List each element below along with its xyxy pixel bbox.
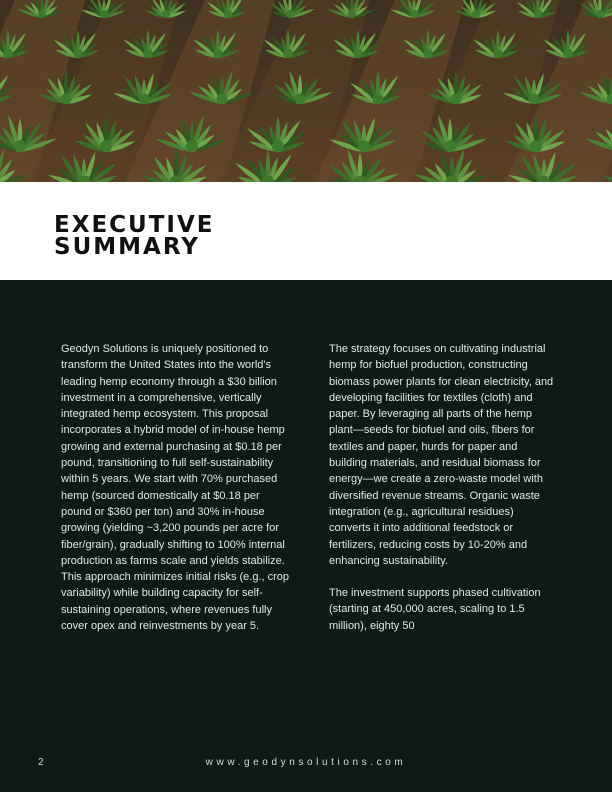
hemp-field-illustration — [0, 0, 612, 182]
page-title-line-2: SUMMARY — [54, 234, 200, 260]
page-number: 2 — [38, 757, 44, 768]
page-title — [54, 214, 214, 258]
intro-paragraph: Geodyn Solutions is uniquely positioned to transform the United States into the world's leading hemp economy through a $30 billion investment in a comprehensive, vertically integrated hemp ecosystem. This proposal incorporates a hybrid model of in-house hemp growing and external purchasing at $0.18 per pound, transitioning to full self-sustainability within 5 years. We start with 70% purchased hemp (sourced domestically at $0.18 per pound or $360 per ton) and 30% in-house growing (yielding ~3,200 pounds per acre for fiber/grain), gradually shifting to 100% internal production as farms scale and yields stabilize. This approach minimizes initial risks (e.g., crop variability) while building capacity for self-sustaining operations, where revenues fully cover opex and reinvestments by year 5. — [61, 343, 290, 633]
right-column — [329, 341, 555, 634]
strategy-paragraph: The strategy focuses on cultivating industrial hemp for biofuel production, constructing biomass power plants for clean electricity, and developing facilities for textiles (cloth) and paper. By leveraging all parts of the hemp plant—seeds for biofuel and oils, fibers for textiles and paper, hurds for paper and building materials, and residual biomass for energy—we create a zero-waste model with diversified revenue streams. Organic waste integration (e.g., agricultural residues) converts it into additional feedstock or fertilizers, reducing costs by 10-20% and enhancing sustainability. — [329, 343, 554, 567]
page-title-line-1: EXECUTIVE — [54, 212, 215, 238]
title-band — [0, 182, 612, 280]
left-column — [61, 341, 293, 634]
website-link: www.geodynsolutions.com — [205, 757, 407, 768]
hero-hemp-field-image — [0, 0, 612, 182]
investment-paragraph: The investment supports phased cultivation (starting at 450,000 acres, scaling to 1.5 million), eighty 50 — [329, 587, 541, 632]
